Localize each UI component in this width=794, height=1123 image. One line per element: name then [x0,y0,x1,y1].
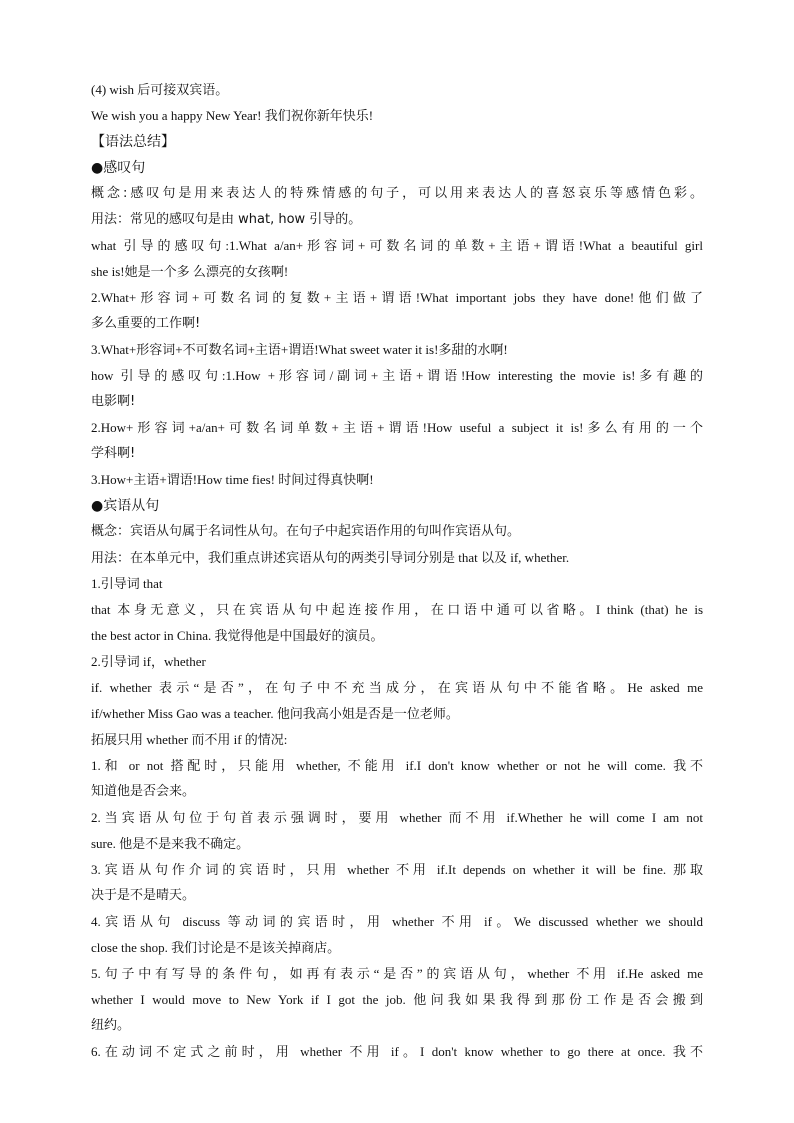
text-line: if. whether 表示“是否”，在句子中不充当成分，在宾语从句中不能省略。He asked me [91,680,703,695]
text-line: how 引导的感叹句:1.How +形容词/副词+主语+谓语!How interesting the movie is!多有趣的 [91,368,703,383]
text-line: We wish you a happy New Year! 我们祝你新年快乐! [91,108,374,123]
text-line: sure. 他是不是来我不确定。 [91,836,250,851]
text-line: if/whether Miss Gao was a teacher. 他问我高小姐是否是一位老师。 [91,706,459,721]
text-line: 3.宾语从句作介词的宾语时，只用 whether 不用 if.It depends on whether it will be fine. 那取 [91,862,703,877]
text-line: 拓展只用 whether 而不用 if 的情况: [91,732,288,747]
text-line: 4.宾语从句 discuss 等动词的宾语时，用 whether 不用 if。We discussed whether we should [91,914,703,929]
text-line: 2.当宾语从句位于句首表示强调时，要用 whether 而不用 if.Whether he will come I am not [91,810,703,825]
text-line: 用法：在本单元中，我们重点讲述宾语从句的两类引导词分别是 that 以及 if, whether. [91,550,570,565]
text-line: 2.What+形容词+可数名词的复数+主语+谓语!What important jobs they have done!他们做了 [91,290,703,305]
text-line: 概念:感叹句是用来表达人的特殊情感的句子，可以用来表达人的喜怒哀乐等感情色彩。 [91,186,703,201]
text-line: that 本身无意义，只在宾语从句中起连接作用，在口语中通可以省略。I think (that) he is [91,602,703,617]
subsection-heading: ●感叹句 [91,160,146,176]
text-line: 纽约。 [91,1018,131,1033]
section-heading: 【语法总结】 [91,134,175,150]
text-line: 多么重要的工作啊! [91,316,201,331]
text-line: 5.句子中有写导的条件句，如再有表示“是否”的宾语从句，whether 不用 if.He asked me [91,966,703,981]
text-line: 2.How+形容词+a/an+可数名词单数+主语+谓语!How useful a subject it is!多么有用的一个 [91,420,703,435]
text-line: 2.引导词 if，whether [91,654,206,669]
text-line: (4) wish 后可接双宾语。 [91,82,229,97]
text-line: 概念：宾语从句属于名词性从句。在句子中起宾语作用的句叫作宾语从句。 [91,524,521,539]
text-line: 学科啊! [91,446,136,461]
text-line: 1.和 or not 搭配时，只能用 whether, 不能用 if.I don't know whether or not he will come. 我不 [91,758,703,773]
text-line: the best actor in China. 我觉得他是中国最好的演员。 [91,628,384,643]
text-line: whether I would move to New York if I got the job. 他问我如果我得到那份工作是否会搬到 [91,992,703,1007]
text-line: close the shop. 我们讨论是不是该关掉商店。 [91,940,341,955]
text-line: 6.在动词不定式之前时，用 whether 不用 if。I don't know whether to go there at once. 我不 [91,1044,703,1059]
text-line: 3.What+形容词+不可数名词+主语+谓语!What sweet water it is!多甜的水啊! [91,342,508,357]
text-line: 决于是不是晴天。 [91,888,196,903]
document-page [91,77,703,1065]
subsection-heading: ●宾语从句 [91,498,160,514]
text-line: 电影啊! [91,394,136,409]
text-line: 3.How+主语+谓语!How time fies! 时间过得真快啊! [91,472,374,487]
text-line: she is!她是一个多 么漂亮的女孩啊! [91,264,289,279]
text-line: 用法：常见的感叹句是由 what, how 引导的。 [91,212,362,227]
text-line: 知道他是否会来。 [91,784,196,799]
text-line: what 引导的感叹句:1.What a/an+形容词+可数名词的单数+主语+谓语!What a beautiful girl [91,238,703,253]
text-line: 1.引导词 that [91,576,163,591]
